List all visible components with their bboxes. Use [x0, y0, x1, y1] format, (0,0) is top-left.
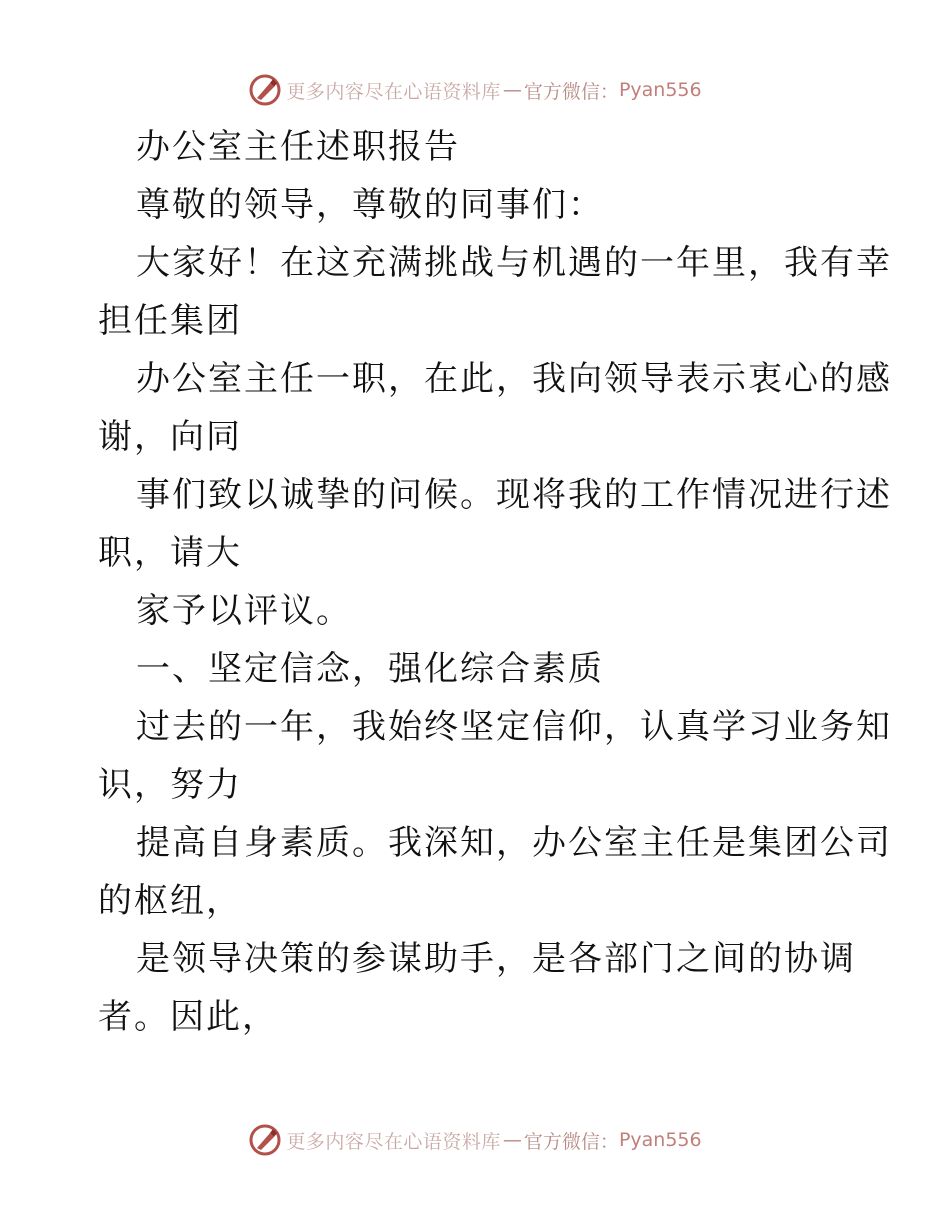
paragraph-line: 大家好！在这充满挑战与机遇的一年里，我有幸 [136, 243, 892, 283]
paragraph-line: 提高自身素质。我深知，办公室主任是集团公司 [136, 823, 892, 863]
paragraph-line: 尊敬的领导，尊敬的同事们： [136, 185, 604, 225]
watermark-brand: 更多内容尽在心语资料库 [286, 1130, 501, 1153]
paragraph-line: 谢，向同 [98, 417, 242, 457]
pen-seal-logo-icon [248, 73, 282, 107]
watermark-brand: 更多内容尽在心语资料库 [286, 80, 501, 103]
paragraph-line: 一、坚定信念，强化综合素质 [136, 649, 604, 689]
paragraph-line: 事们致以诚挚的问候。现将我的工作情况进行述 [136, 475, 892, 515]
paragraph-line: 的枢纽， [98, 881, 242, 921]
watermark-dash: — [502, 1129, 522, 1151]
paragraph-line: 担任集团 [98, 301, 242, 341]
paragraph-line: 家予以评议。 [136, 591, 352, 631]
paragraph-line: 办公室主任述职报告 [136, 127, 460, 167]
watermark-wechat-id: Pyan556 [618, 79, 702, 101]
pen-seal-logo-icon [248, 1123, 282, 1157]
paragraph-line: 职，请大 [98, 533, 242, 573]
watermark-wechat-label: 官方微信： [523, 1130, 619, 1153]
paragraph-line: 办公室主任一职，在此，我向领导表示衷心的感 [136, 359, 892, 399]
document-body [98, 118, 892, 1046]
watermark-wechat-id: Pyan556 [618, 1129, 702, 1151]
paragraph-line: 识，努力 [98, 765, 242, 805]
watermark-dash: — [502, 79, 522, 101]
paragraph-line: 是领导决策的参谋助手，是各部门之间的协调 [136, 939, 856, 979]
watermark-wechat-label: 官方微信： [523, 80, 619, 103]
paragraph-line: 过去的一年，我始终坚定信仰，认真学习业务知 [136, 707, 892, 747]
footer-watermark [0, 1120, 950, 1160]
header-watermark [0, 70, 950, 110]
paragraph-line: 者。因此， [98, 997, 278, 1037]
